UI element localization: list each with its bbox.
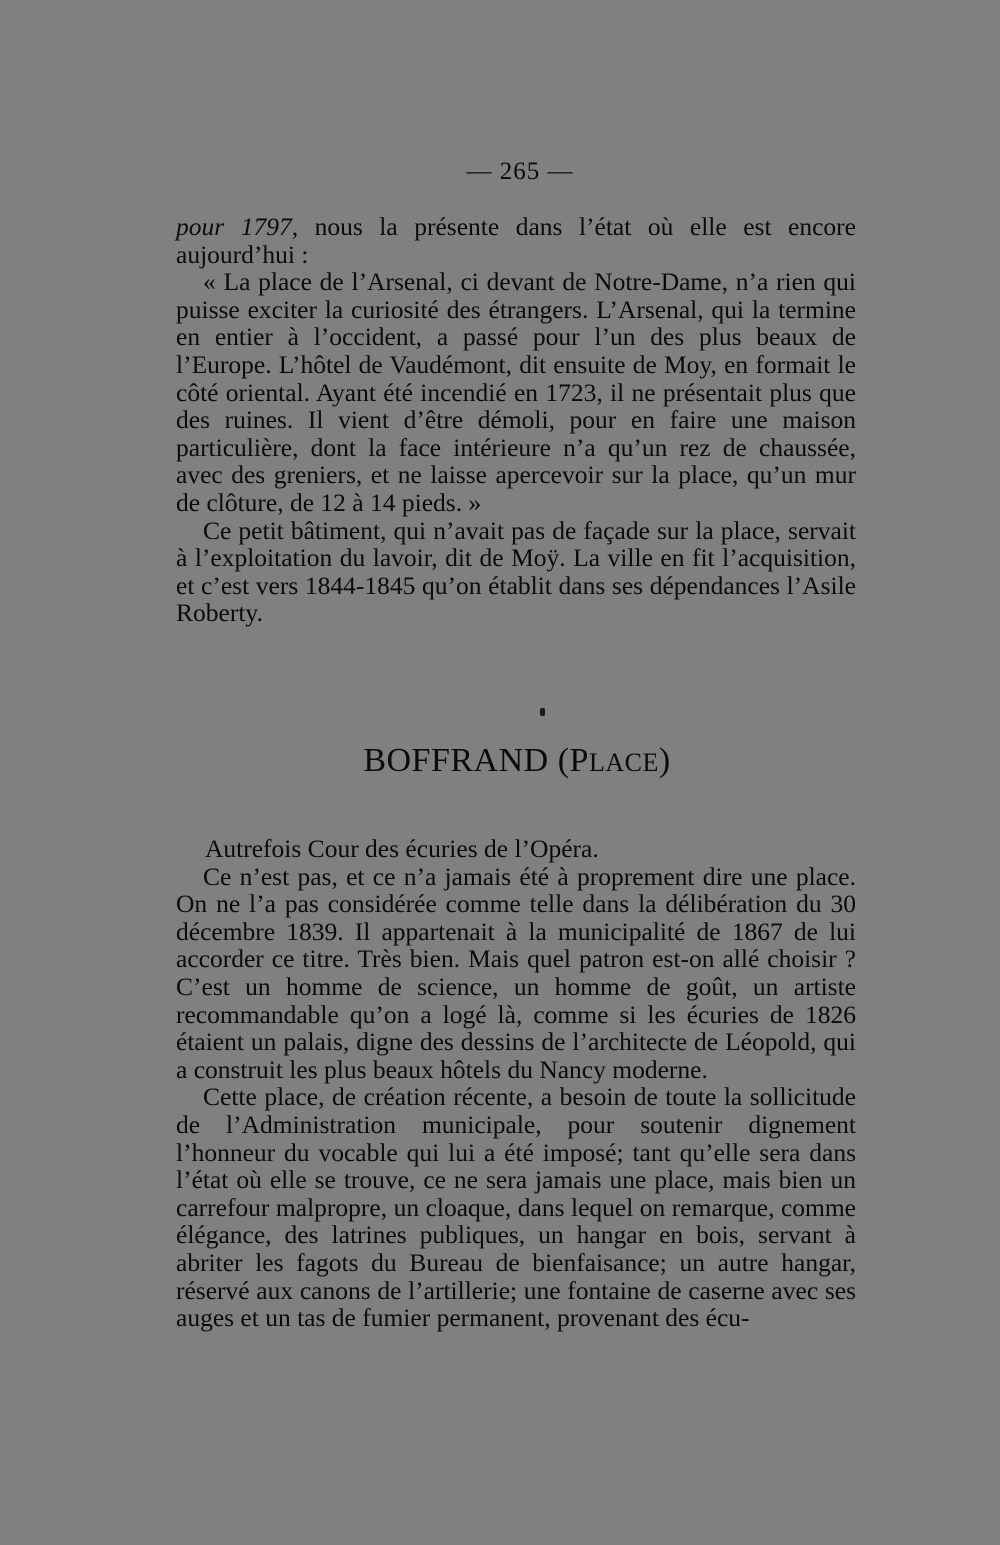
- section-title-small-caps: LACE: [588, 748, 659, 777]
- paragraph-continuation-text: nous la présente dans l’état où elle est encore aujourd’hui :: [176, 212, 856, 269]
- paragraph-continuation: [176, 213, 856, 268]
- ornament-dot: [540, 708, 545, 716]
- italic-date: pour 1797,: [176, 212, 299, 241]
- section-title-main: BOFFRAND (P: [363, 742, 589, 779]
- quote-paragraph: « La place de l’Arsenal, ci devant de Notre-Dame, n’a rien qui puisse exciter la curiosité des étrangers. L’Arsenal, qui la termine en entier à l’occident, a passé pour l’un des plus beaux de l’Europe. L’hôtel de Vaudémont, dit ensuite de Moy, en formait le côté oriental. Ayant été incendié en 1723, il ne présentait plus que des ruines. Il vient d’être démoli, pour en faire une maison particulière, dont la face intérieure n’a qu’un rez de chaussée, avec des greniers, et ne laisse apercevoir sur la place, qu’un mur de clôture, de 12 à 14 pieds. »: [176, 267, 856, 517]
- section-title: [0, 742, 1000, 780]
- paragraph: Ce petit bâtiment, qui n’avait pas de façade sur la place, servait à l’exploitation du lavoir, dit de Moÿ. La ville en fit l’acquisition, et c’est vers 1844-1845 qu’on établit dans ses dépendances l’Asile Roberty.: [176, 515, 856, 628]
- paragraph: Autrefois Cour des écuries de l’Opéra.: [205, 834, 599, 863]
- bottom-text-block: [176, 835, 856, 1332]
- paragraph: Cette place, de création récente, a besoin de toute la sollicitude de l’Administration municipale, pour soutenir dignement l’honneur du vocable qui lui a été imposé; tant qu’elle sera dans l’état où elle se trouve, ce ne sera jamais une place, mais bien un carrefour malpropre, un cloaque, dans lequel on remarque, comme élégance, des latrines publiques, un hangar en bois, servant à abriter les fagots du Bureau de bienfaisance; un autre hangar, réservé aux canons de l’artillerie; une fontaine de caserne avec ses auges et un tas de fumier permanent, provenant des écu-: [176, 1082, 856, 1333]
- section-title-end: ): [658, 742, 671, 779]
- page-number: — 265 —: [466, 158, 574, 185]
- top-text-block: [176, 213, 856, 627]
- paragraph: Ce n’est pas, et ce n’a jamais été à proprement dire une place. On ne l’a pas considérée comme telle dans la délibération du 30 décembre 1839. Il appartenait à la municipalité de 1867 de lui accorder ce titre. Très bien. Mais quel patron est-on allé choisir ? C’est un homme de science, un homme de goût, un artiste recommandable qu’on a logé là, comme si les écuries de 1826 étaient un palais, digne des dessins de l’architecte de Léopold, qui a construit les plus beaux hôtels du Nancy moderne.: [176, 861, 856, 1084]
